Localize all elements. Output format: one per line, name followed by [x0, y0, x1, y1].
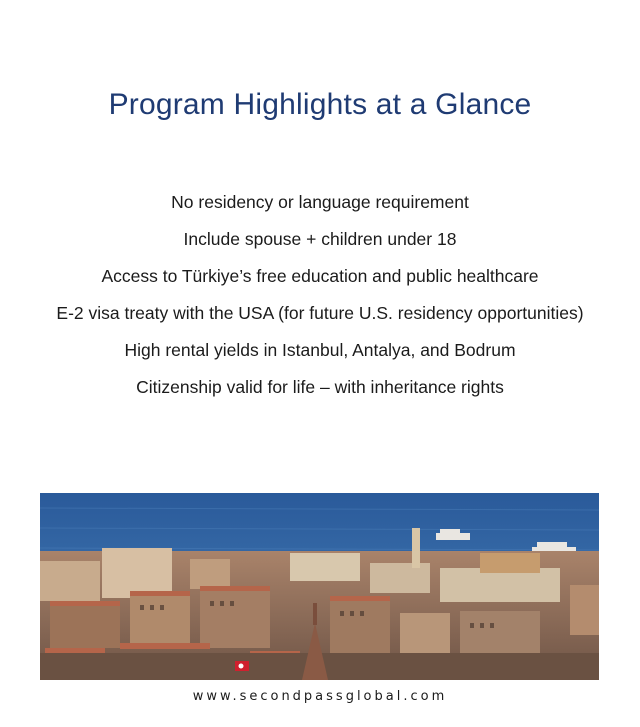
website-url: www.secondpassglobal.com [192, 689, 448, 704]
highlight-item: No residency or language requirement [171, 192, 469, 212]
highlight-item: E-2 visa treaty with the USA (for future U.S. residency opportunities) [56, 303, 584, 323]
highlight-item: Include spouse + children under 18 [183, 229, 457, 249]
highlight-item: High rental yields in Istanbul, Antalya, and Bodrum [124, 340, 516, 360]
page-title: Program Highlights at a Glance [108, 88, 532, 121]
highlight-item: Access to Türkiye’s free education and public healthcare [101, 266, 539, 286]
highlights-list [0, 186, 640, 408]
highlight-item: Citizenship valid for life – with inheritance rights [136, 377, 504, 397]
istanbul-cityscape-photo [40, 493, 599, 680]
